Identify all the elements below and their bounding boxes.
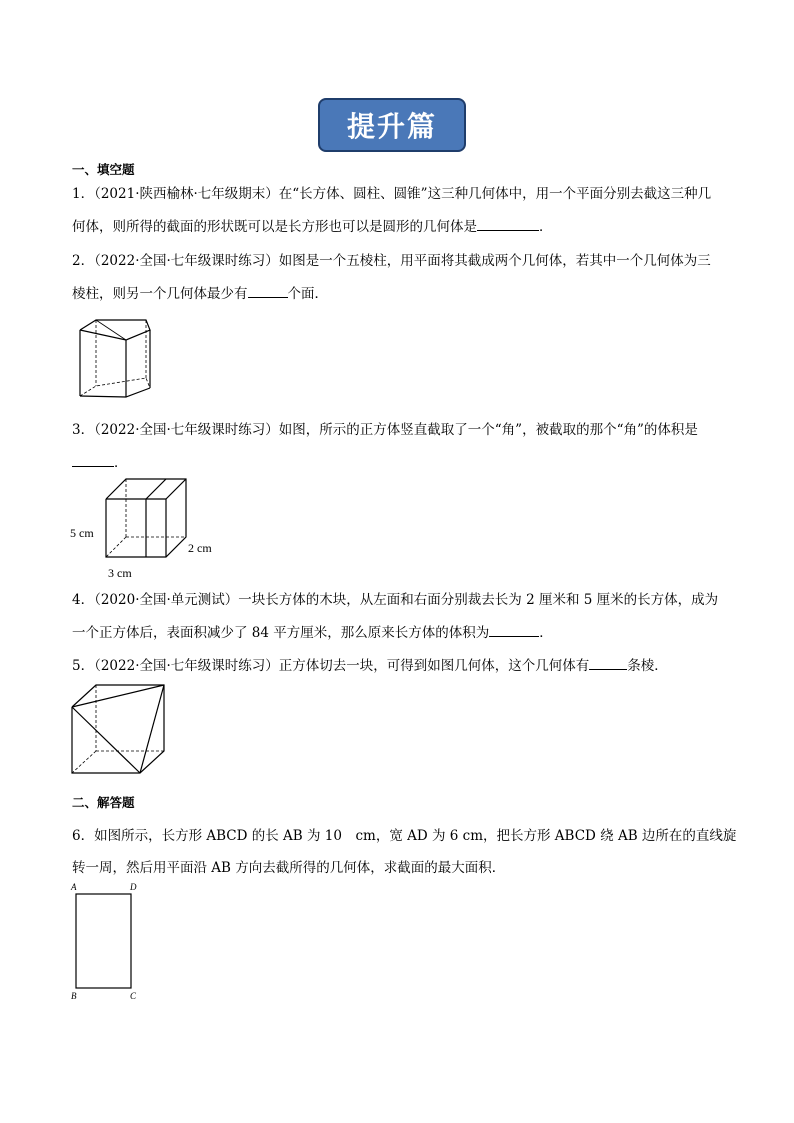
q3-line2: [72, 452, 128, 473]
q1-text: 何体，则所得的截面的形状既可以是长方形也可以是圆形的几何体是: [72, 219, 477, 235]
section-fill-heading: 一、填空题: [72, 162, 135, 177]
label-b: B: [71, 991, 77, 1001]
q4-line2: [72, 622, 553, 643]
label-a: A: [71, 882, 77, 892]
q5-answer-blank[interactable]: [589, 655, 627, 670]
q2-text: 棱柱，则另一个几何体最少有: [72, 286, 248, 302]
q3-label-height: 5 cm: [70, 526, 94, 540]
q3-answer-blank[interactable]: [72, 452, 114, 467]
q3-end: ．: [114, 455, 128, 471]
q4-text: 一个正方体后，表面积减少了 84 平方厘米，那么原来长方体的体积为: [72, 625, 490, 641]
section-answer-heading: 二、解答题: [72, 795, 135, 810]
cube-corner-figure: [70, 477, 220, 583]
page-title: 提升篇: [346, 110, 437, 143]
q6-line1: 6．如图所示，长方形 ABCD 的长 AB 为 10 cm，宽 AD 为 6 cm，把长方形 ABCD 绕 AB 边所在的直线旋: [72, 828, 737, 844]
q3-line1: 3．（2022·全国·七年级课时练习）如图，所示的正方体竖直截取了一个“角”，被截取的那个“角”的体积是: [72, 422, 698, 438]
q1-answer-blank[interactable]: [477, 216, 539, 231]
q1-line2: [72, 216, 553, 237]
title-banner: [318, 98, 466, 152]
q1-line1: 1．（2021·陕西榆林·七年级期末）在“长方体、圆柱、圆锥”这三种几何体中，用一个平面分别去截这三种几: [72, 186, 712, 202]
rectangle-abcd-figure: [70, 880, 142, 1002]
q5-text: 5．（2022·全国·七年级课时练习）正方体切去一块，可得到如图几何体，这个几何体有: [72, 658, 590, 674]
q3-label-depth: 2 cm: [188, 541, 212, 555]
q1-end: ．: [539, 219, 553, 235]
q4-answer-blank[interactable]: [489, 622, 539, 637]
pentagonal-prism-figure: [74, 318, 154, 400]
label-d: D: [130, 882, 137, 892]
q5-line1: [72, 655, 668, 676]
q5-end: 条棱．: [627, 658, 668, 674]
q2-answer-blank[interactable]: [248, 283, 288, 298]
rectangle-abcd: [76, 894, 131, 988]
q2-line2: [72, 283, 328, 304]
q3-label-width: 3 cm: [108, 566, 132, 580]
prism-top-face: [80, 320, 150, 340]
label-c: C: [130, 991, 137, 1001]
q2-line1: 2．（2022·全国·七年级课时练习）如图是一个五棱柱，用平面将其截成两个几何体，若其中一个几何体为三: [72, 253, 711, 269]
q2-end: 个面．: [287, 286, 328, 302]
q4-end: ．: [539, 625, 553, 641]
q4-line1: 4．（2020·全国·单元测试）一块长方体的木块，从左面和右面分别裁去长为 2 厘米和 5 厘米的长方体，成为: [72, 592, 719, 608]
q6-line2: 转一周，然后用平面沿 AB 方向去截所得的几何体，求截面的最大面积．: [72, 860, 506, 876]
cut-cube-figure: [72, 683, 166, 777]
